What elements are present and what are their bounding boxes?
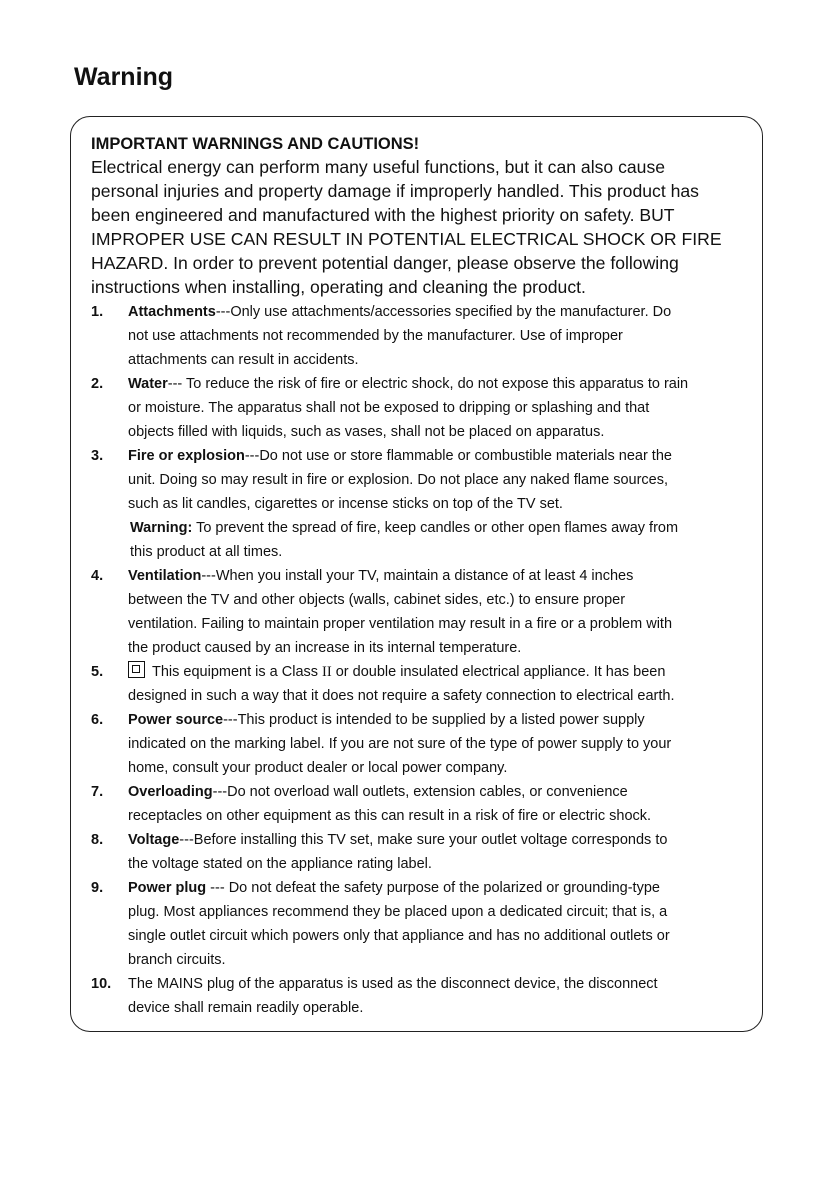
item-text: device shall remain readily operable. xyxy=(128,1000,364,1016)
item-number: 6. xyxy=(91,712,104,728)
list-item-power-source xyxy=(91,708,751,780)
item-text: This equipment is a Class xyxy=(152,664,323,680)
item-text: --- Do not defeat the safety purpose of the polarized or grounding-type xyxy=(206,880,660,896)
list-item-water xyxy=(91,372,751,444)
item-text: ---Do not use or store flammable or combustible materials near the xyxy=(244,448,672,464)
item-text: the product caused by an increase in its internal temperature. xyxy=(128,640,522,656)
list-item-class-ii xyxy=(91,660,751,708)
roman-numeral: II xyxy=(322,664,332,680)
item-text: attachments can result in accidents. xyxy=(128,352,359,368)
box-heading: IMPORTANT WARNINGS AND CAUTIONS! xyxy=(91,135,420,153)
item-number: 7. xyxy=(91,784,104,800)
item-text: The MAINS plug of the apparatus is used as the disconnect device, the disconnect xyxy=(128,976,658,992)
item-title: Water xyxy=(128,376,168,392)
item-title: Power source xyxy=(128,712,224,728)
item-text: plug. Most appliances recommend they be placed upon a dedicated circuit; that is, a xyxy=(128,904,668,920)
item-title: Overloading xyxy=(128,784,213,800)
item-text: receptacles on other equipment as this can result in a risk of fire or electric shock. xyxy=(128,808,652,824)
list-item-fire-or-explosion xyxy=(91,444,751,564)
intro-line: personal injuries and property damage if improperly handled. This product has xyxy=(91,181,699,201)
item-number: 10. xyxy=(91,976,112,992)
item-title: Ventilation xyxy=(128,568,202,584)
item-text: unit. Doing so may result in fire or explosion. Do not place any naked flame sources, xyxy=(128,472,668,488)
item-text: such as lit candles, cigarettes or incense sticks on top of the TV set. xyxy=(128,496,563,512)
item-text: designed in such a way that it does not require a safety connection to electrical earth. xyxy=(128,688,675,704)
list-item-attachments xyxy=(91,300,751,372)
item-title: Voltage xyxy=(128,832,180,848)
item-text: objects filled with liquids, such as vases, shall not be placed on apparatus. xyxy=(128,424,605,440)
list-item-overloading xyxy=(91,780,751,828)
intro-line: IMPROPER USE CAN RESULT IN POTENTIAL ELECTRICAL SHOCK OR FIRE xyxy=(91,229,722,249)
list-item-mains-plug xyxy=(91,972,751,1020)
item-title: Attachments xyxy=(128,304,216,320)
warning-list xyxy=(91,300,751,1020)
sub-warning-title: Warning: xyxy=(130,520,193,536)
item-text: ---Before installing this TV set, make sure your outlet voltage corresponds to xyxy=(179,832,668,848)
intro-line: HAZARD. In order to prevent potential danger, please observe the following xyxy=(91,253,679,273)
item-text: home, consult your product dealer or local power company. xyxy=(128,760,508,776)
item-text: ---Only use attachments/accessories specified by the manufacturer. Do xyxy=(215,304,672,320)
item-text: ---When you install your TV, maintain a distance of at least 4 inches xyxy=(201,568,634,584)
intro-paragraph xyxy=(91,155,751,299)
item-text: single outlet circuit which powers only that appliance and has no additional outlets or xyxy=(128,928,670,944)
intro-line: been engineered and manufactured with the highest priority on safety. BUT xyxy=(91,205,675,225)
intro-line: instructions when installing, operating and cleaning the product. xyxy=(91,277,586,297)
item-text: indicated on the marking label. If you are not sure of the type of power supply to your xyxy=(128,736,672,752)
intro-line: Electrical energy can perform many useful functions, but it can also cause xyxy=(91,157,666,177)
item-number: 3. xyxy=(91,448,104,464)
item-text: this product at all times. xyxy=(130,544,283,560)
item-text: between the TV and other objects (walls, cabinet sides, etc.) to ensure proper xyxy=(128,592,626,608)
item-number: 9. xyxy=(91,880,104,896)
item-text: ---This product is intended to be supplied by a listed power supply xyxy=(223,712,645,728)
item-number: 5. xyxy=(91,664,104,680)
double-square-icon xyxy=(128,661,145,678)
item-text: --- To reduce the risk of fire or electric shock, do not expose this apparatus to rain xyxy=(167,376,689,392)
item-text: ventilation. Failing to maintain proper ventilation may result in a fire or a problem with xyxy=(128,616,673,632)
item-title: Power plug xyxy=(128,880,207,896)
page-title: Warning xyxy=(74,63,174,91)
item-title: Fire or explosion xyxy=(128,448,245,464)
item-text: not use attachments not recommended by the manufacturer. Use of improper xyxy=(128,328,623,344)
item-text: or moisture. The apparatus shall not be exposed to dripping or splashing and that xyxy=(128,400,650,416)
list-item-voltage xyxy=(91,828,751,876)
item-text: To prevent the spread of fire, keep candles or other open flames away from xyxy=(192,520,679,536)
item-text: or double insulated electrical appliance. It has been xyxy=(331,664,666,680)
item-text: ---Do not overload wall outlets, extension cables, or convenience xyxy=(212,784,628,800)
item-text: branch circuits. xyxy=(128,952,226,968)
item-number: 1. xyxy=(91,304,104,320)
list-item-ventilation xyxy=(91,564,751,660)
item-text: the voltage stated on the appliance rating label. xyxy=(128,856,432,872)
item-number: 8. xyxy=(91,832,104,848)
item-number: 4. xyxy=(91,568,104,584)
list-item-power-plug xyxy=(91,876,751,972)
item-number: 2. xyxy=(91,376,104,392)
